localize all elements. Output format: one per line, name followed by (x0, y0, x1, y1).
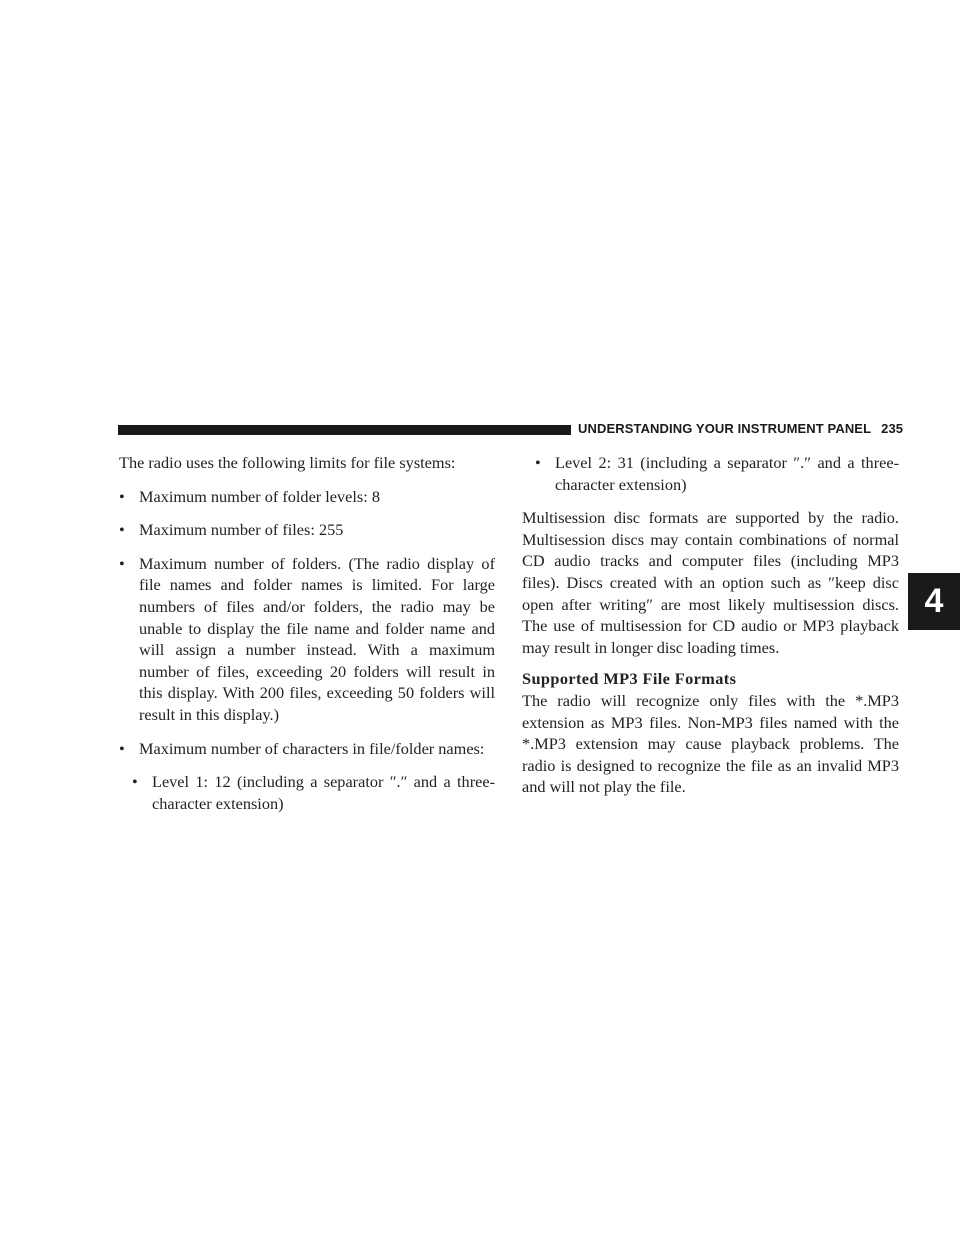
mp3-paragraph: The radio will recognize only files with the *.MP3 extension as MP3 files. Non-MP3 files named with the *.MP3 extension may cause playback problems. The radio is designed to recognize the file as an invalid MP3 and will not play the file. (522, 690, 899, 797)
multisession-paragraph: Multisession disc formats are supported by the radio. Multisession discs may contain combinations of normal CD audio tracks and computer files (including MP3 files). Discs created with an option such as ″keep disc open after writing″ are most likely multisession discs. The use of multisession for CD audio or MP3 playback may result in longer disc loading times. (522, 508, 899, 657)
character-limits-list (132, 771, 495, 814)
list-item: • Maximum number of characters in file/folder names: (119, 738, 495, 760)
right-column (522, 452, 899, 798)
section-title: UNDERSTANDING YOUR INSTRUMENT PANEL (578, 421, 872, 436)
limits-list (119, 486, 495, 760)
list-item: • Maximum number of files: 255 (119, 519, 495, 541)
chapter-tab: 4 (908, 573, 960, 630)
intro-text: The radio uses the following limits for file systems: (119, 453, 456, 472)
character-limits-list-continued (535, 452, 899, 495)
list-item: • Level 2: 31 (including a separator ″.″ and a three-character extension) (535, 452, 899, 495)
list-item: • Maximum number of folder levels: 8 (119, 486, 495, 508)
list-item: • Maximum number of folders. (The radio display of file names and folder names is limited. For large numbers of files and/or folders, the radio may be unable to display the file name and folder name and will assign a number instead. With a maximum number of files, exceeding 20 folders will result in this display. With 200 files, exceeding 50 folders will result in this display.) (119, 553, 495, 726)
header-rule (118, 425, 571, 435)
page-number: 235 (881, 421, 904, 436)
running-header (578, 421, 903, 436)
left-column (119, 452, 495, 814)
list-item: • Level 1: 12 (including a separator ″.″ and a three-character extension) (132, 771, 495, 814)
section-heading: Supported MP3 File Formats (522, 669, 737, 689)
